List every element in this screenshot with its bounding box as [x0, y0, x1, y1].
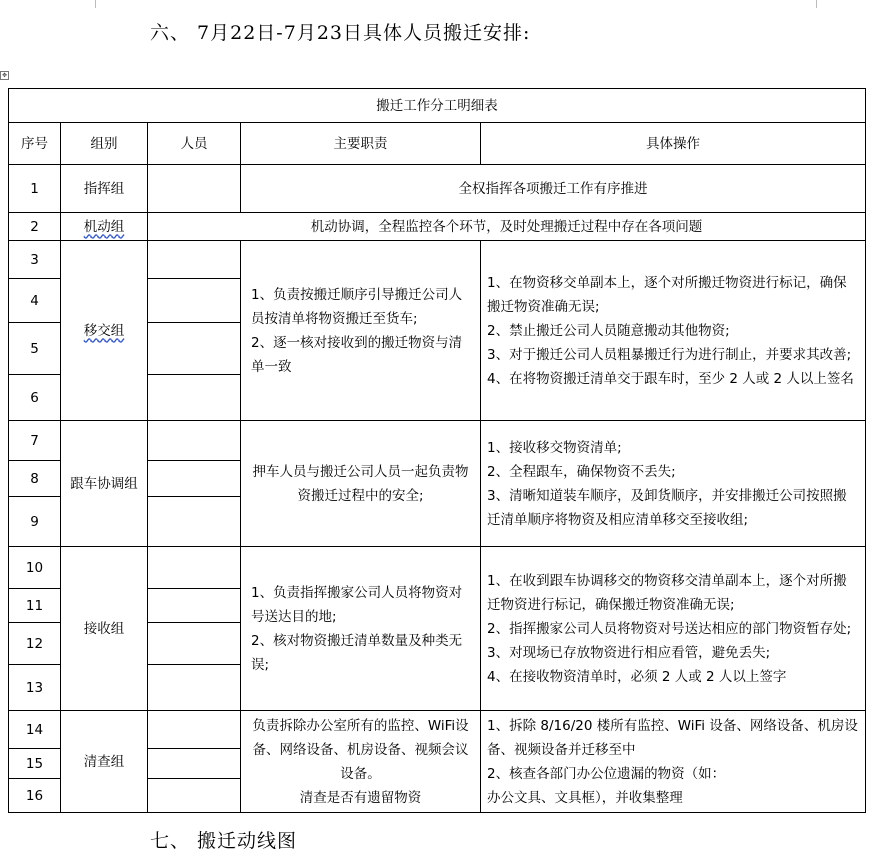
- row-no: 14: [9, 711, 61, 749]
- operation-line: 1、在物资移交单副本上，逐个对所搬迁物资进行标记，确保搬迁物资准确无误;: [487, 274, 847, 315]
- page-corner-mark-left: [95, 0, 104, 8]
- duty-line: 2、逐一核对接收到的搬迁物资与清单一致: [251, 334, 463, 375]
- personnel-cell[interactable]: [148, 711, 241, 749]
- group-name: 跟车协调组: [61, 421, 148, 547]
- personnel-cell[interactable]: [148, 749, 241, 779]
- row-no: 15: [9, 749, 61, 779]
- operation-line: 4、在接收物资清单时，必须 2 人或 2 人以上签字: [487, 668, 787, 685]
- personnel-cell[interactable]: [148, 779, 241, 813]
- table-row: [9, 711, 866, 749]
- personnel-cell[interactable]: [148, 421, 241, 461]
- duty-line: 2、核对物资搬迁清单数量及种类无误;: [251, 632, 463, 673]
- command-description: 全权指挥各项搬迁工作有序推进: [241, 165, 866, 213]
- check-duty: [241, 711, 481, 813]
- escort-duty: 押车人员与搬迁公司人员一起负责物资搬迁过程中的安全;: [241, 421, 481, 547]
- personnel-cell[interactable]: [148, 497, 241, 547]
- page-corner-mark-right: [808, 0, 817, 8]
- header-group: 组别: [61, 123, 148, 165]
- personnel-cell[interactable]: [148, 665, 241, 711]
- row-no: 9: [9, 497, 61, 547]
- mobile-description: 机动协调，全程监控各个环节，及时处理搬迁过程中存在各项问题: [148, 213, 866, 241]
- group-name: [61, 213, 148, 241]
- row-no: 7: [9, 421, 61, 461]
- handover-operation: [481, 241, 866, 421]
- operation-line: 3、对于搬迁公司人员粗暴搬迁行为进行制止，并要求其改善;: [487, 346, 852, 363]
- check-operation: [481, 711, 866, 813]
- personnel-cell[interactable]: [148, 279, 241, 323]
- duty-line: 1、负责指挥搬家公司人员将物资对号送达目的地;: [251, 584, 463, 625]
- header-operation: 具体操作: [481, 123, 866, 165]
- section7-heading: 七、 搬迁动线图: [150, 830, 298, 852]
- group-name-text: 机动组: [83, 218, 125, 235]
- row-no: 8: [9, 461, 61, 497]
- personnel-cell[interactable]: [148, 547, 241, 589]
- duty-line: 负责拆除办公室所有的监控、WiFi设备、网络设备、机房设备、视频会议设备。: [252, 717, 469, 782]
- row-no: 4: [9, 279, 61, 323]
- group-name: [61, 241, 148, 421]
- personnel-cell[interactable]: [148, 589, 241, 623]
- personnel-cell[interactable]: [148, 623, 241, 665]
- table-row: [9, 213, 866, 241]
- operation-line: 办公文具、文具框），并收集整理: [487, 789, 683, 806]
- table-row: [9, 165, 866, 213]
- row-no: 2: [9, 213, 61, 241]
- group-name-text: 移交组: [83, 322, 125, 339]
- header-no: 序号: [9, 123, 61, 165]
- operation-line: 2、禁止搬迁公司人员随意搬动其他物资;: [487, 322, 730, 339]
- group-name: 清查组: [61, 711, 148, 813]
- row-no: 1: [9, 165, 61, 213]
- operation-line: 2、核查各部门办公位遗漏的物资（如：: [487, 765, 726, 782]
- personnel-cell[interactable]: [148, 461, 241, 497]
- header-duty: 主要职责: [241, 123, 481, 165]
- operation-line: 2、指挥搬家公司人员将物资对号送达相应的部门物资暂存处;: [487, 620, 852, 637]
- row-no: 5: [9, 323, 61, 375]
- group-name: 指挥组: [61, 165, 148, 213]
- operation-line: 1、在收到跟车协调移交的物资移交清单副本上，逐个对所搬迁物资进行标记，确保搬迁物资准确无误;: [487, 572, 847, 613]
- row-no: 10: [9, 547, 61, 589]
- table-row: [9, 547, 866, 589]
- handover-duty: [241, 241, 481, 421]
- personnel-cell[interactable]: [148, 165, 241, 213]
- personnel-cell[interactable]: [148, 323, 241, 375]
- operation-line: 1、接收移交物资清单;: [487, 439, 622, 456]
- personnel-cell[interactable]: [148, 375, 241, 421]
- operation-line: 1、拆除 8/16/20 楼所有监控、WiFi 设备、网络设备、机房设备、视频设备并迁移至中: [487, 717, 858, 758]
- relocation-task-table: [8, 88, 866, 813]
- row-no: 13: [9, 665, 61, 711]
- table-caption: 搬迁工作分工明细表: [9, 89, 866, 123]
- duty-line: 1、负责按搬迁顺序引导搬迁公司人员按清单将物资搬迁至货车;: [251, 286, 463, 327]
- operation-line: 3、清晰知道装车顺序，及卸货顺序，并安排搬迁公司按照搬迁清单顺序将物资及相应清单移交至接收组;: [487, 487, 847, 528]
- section6-heading: 六、 7月22日-7月23日具体人员搬迁安排:: [150, 22, 531, 44]
- header-personnel: 人员: [148, 123, 241, 165]
- escort-operation: [481, 421, 866, 547]
- duty-line: 清查是否有遗留物资: [299, 789, 422, 806]
- table-row: [9, 241, 866, 279]
- row-no: 16: [9, 779, 61, 813]
- row-no: 11: [9, 589, 61, 623]
- operation-line: 4、在将物资搬迁清单交于跟车时，至少 2 人或 2 人以上签名: [487, 370, 854, 387]
- group-name: 接收组: [61, 547, 148, 711]
- row-no: 6: [9, 375, 61, 421]
- operation-line: 2、全程跟车，确保物资不丢失;: [487, 463, 676, 480]
- receive-operation: [481, 547, 866, 711]
- table-row: [9, 421, 866, 461]
- receive-duty: [241, 547, 481, 711]
- personnel-cell[interactable]: [148, 241, 241, 279]
- operation-line: 3、对现场已存放物资进行相应看管，避免丢失;: [487, 644, 771, 661]
- row-no: 3: [9, 241, 61, 279]
- table-move-handle-icon[interactable]: ✥: [1, 72, 8, 79]
- row-no: 12: [9, 623, 61, 665]
